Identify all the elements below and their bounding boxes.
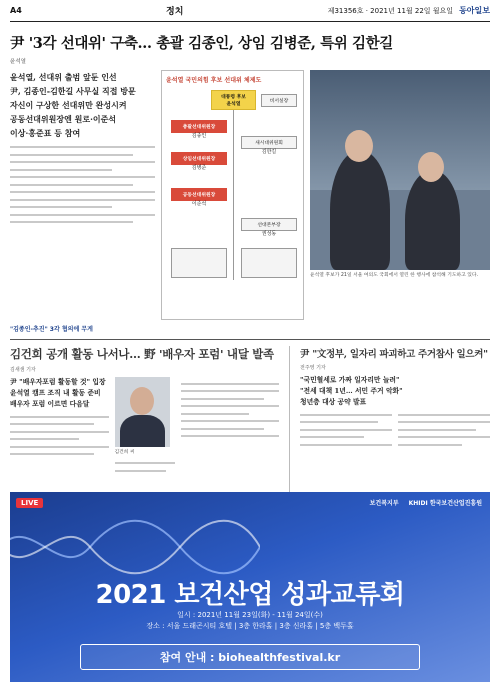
main-story-body [10,70,490,320]
news-photo [310,70,490,270]
photo-face [418,152,444,182]
ad-venue: 장소 : 서울 드래곤시티 호텔 | 3층 한라홀 | 3층 신라홀 | 5층 백두홀 [146,622,354,630]
photo-block [310,70,490,320]
main-subhead: "김종인-추진" 3각 협의에 무게 [10,326,93,333]
text-line [10,416,109,418]
khidi-logo: KHIDI 한국보건산업진흥원 [408,500,482,507]
ad-title: 2021 보건산업 성과교류회 [95,580,405,610]
org-chart-title: 윤석열 국민의힘 후보 선대위 체제도 [166,77,262,84]
secretary-box: 비서실장 [261,94,297,107]
story-right-headline: 尹 "文정부, 일자리 파괴하고 주거참사 일으켜" [300,349,488,360]
text-line [10,161,155,163]
portrait-caption: 김건희 씨 [114,450,135,455]
portrait-head [130,387,154,415]
portrait-photo [115,377,170,447]
story-left-headline: 김건희 공개 활동 나서나… 野 '배우자 포럼' 내달 발족 [10,347,274,361]
story-right-cols [300,408,490,451]
lower-stories [10,346,490,516]
org-name-newera: 김한길 [261,149,277,155]
text-line [10,446,109,448]
text-line [10,191,155,193]
text-line [300,414,392,416]
org-box-general: 총괄선대위원장 [171,120,227,133]
lead-line: 윤석열 캠프 조직 내 활동 준비 [10,389,101,397]
text-line [300,429,392,431]
lede-line: 尹, 김종인-김한길 사무실 직접 방문 [10,86,136,96]
page-header [10,0,490,22]
text-line [10,176,155,178]
ad-cta-button[interactable]: 참여 안내 : biohealthfestival.kr [80,644,420,670]
text-line [300,421,378,423]
lead-line: 尹 "배우자포럼 활동할 것" 입장 [10,378,106,386]
story-left-cols [10,377,279,477]
story-kim-keonhee [10,346,279,516]
org-chart-graphic [161,70,304,320]
text-line [300,444,392,446]
text-line [181,413,250,415]
org-name-standing: 김병준 [191,165,207,171]
story-left-lead-col [10,377,109,477]
org-connector [233,110,234,280]
text-line [10,438,79,440]
photo-person [405,170,460,270]
ministry-logo: 보건복지부 [369,500,399,507]
lead-line: 배우자 포럼 이르면 다음달 [10,400,90,408]
text-line [10,453,94,455]
text-line [10,431,109,433]
story-right-byline: 전주영 기자 [300,365,326,371]
story-left-lead [10,377,109,410]
text-line [181,398,265,400]
column-rule [289,346,290,516]
org-box-standing: 상임선대위원장 [171,152,227,165]
text-line [10,184,133,186]
story-right-lead [300,375,490,408]
text-line [10,206,112,208]
text-line [181,405,280,407]
text-line [398,436,490,438]
main-lede-column [10,70,155,320]
ad-info [10,610,490,632]
main-lede [10,70,155,140]
portrait-col [115,377,175,477]
story-left-body-col [181,377,280,477]
text-line [181,383,280,385]
photo-caption: 윤석열 후보가 21일 서울 여의도 국회에서 열린 한 행사에 참석해 기도하고 있다. [310,273,479,278]
text-line [115,462,175,464]
org-box-extra [171,248,227,278]
ad-logos [370,498,482,507]
lede-line: 이상·홍준표 등 참여 [10,128,81,138]
lede-line: 윤석열, 선대위 출범 앞둔 인선 [10,72,117,82]
text-line [181,428,265,430]
story-right-col [398,408,490,451]
lead-line: "국민혈세로 가짜 일자리만 늘려" [300,376,400,384]
lead-line: "전세 대책 1년… 서민 주거 악화" [300,387,403,395]
org-box-newera: 새시대위원회 [241,136,297,149]
text-line [398,421,490,423]
text-line [10,214,155,216]
text-line [181,420,280,422]
page-number: A4 [10,6,22,15]
text-line [398,414,490,416]
header-right [328,5,490,16]
text-line [10,154,133,156]
org-box-co-chair: 공동선대위원장 [171,188,227,201]
main-headline: 尹 '3각 선대위' 구축… 총괄 김종인, 상임 김병준, 특위 김한길 [10,35,393,52]
lede-line: 자신이 구상한 선대위만 완성시켜 [10,100,127,110]
dna-helix-graphic [10,512,260,582]
portrait-body [120,415,165,447]
story-left-byline: 김새샘 기자 [10,367,36,373]
org-box-extra [241,248,297,278]
text-line [10,423,94,425]
text-line [115,470,166,472]
issue-info: 제31356호 · 2021년 11월 22일 월요일 [327,6,454,15]
org-name-general: 김종인 [191,133,207,139]
org-box-hq: 선대본부장 [241,218,297,231]
section-label: 정치 [166,7,184,17]
story-jobs [300,346,490,516]
text-line [10,221,133,223]
lede-line: 공동선대위원장엔 원로·이준석 [10,114,117,124]
candidate-name: 윤석열 [226,102,241,107]
candidate-box [211,90,256,110]
text-line [300,436,364,438]
section-divider [10,339,490,340]
main-byline: 윤석열 [10,59,26,65]
lead-line: 청년층 대상 공약 발표 [300,398,367,406]
text-line [10,169,112,171]
text-line [181,435,280,437]
text-line [10,146,155,148]
candidate-label: 대통령 후보 [221,95,246,100]
advertisement-banner[interactable] [10,492,490,682]
newspaper-logo: 동아일보 [459,6,490,15]
org-name-co-chair: 이준석 [191,201,207,207]
text-line [398,444,462,446]
text-line [398,429,476,431]
text-line [181,390,280,392]
photo-face [345,130,373,162]
ad-date: 일시 : 2021년 11월 23일(화) - 11월 24일(수) [177,611,323,619]
photo-person [330,150,390,270]
text-line [10,199,155,201]
story-right-col [300,408,392,451]
live-badge: LIVE [16,498,43,508]
org-name-hq: 권성동 [261,231,277,237]
org-chart [166,88,299,298]
